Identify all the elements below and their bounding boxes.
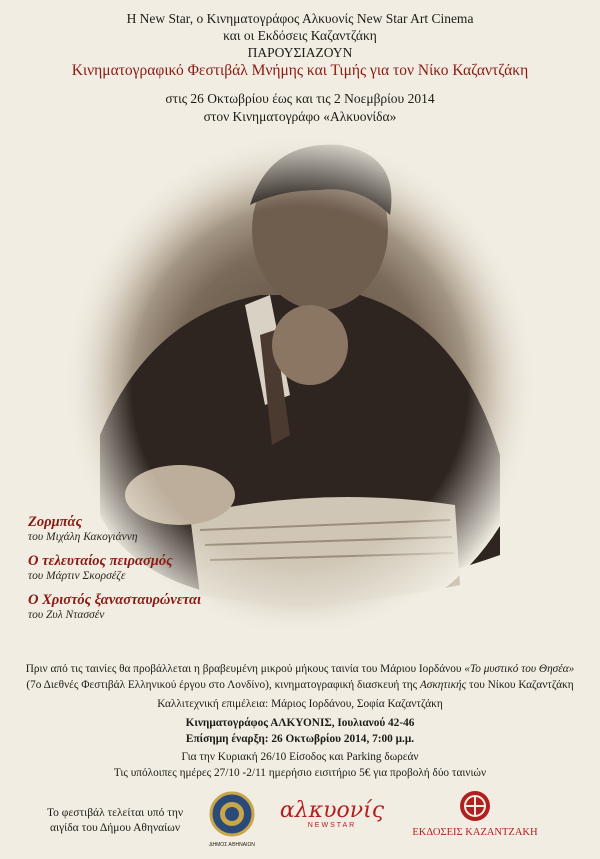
short-film-work: Ασκητικής xyxy=(419,679,467,691)
opening-line: Επίσημη έναρξη: 26 Οκτωβρίου 2014, 7:00 μ.μ. xyxy=(185,733,415,745)
presents-label: ΠΑΡΟΥΣΙΑΖΟΥΝ xyxy=(247,45,353,60)
sunday-free-line: Για την Κυριακή 26/10 Είσοδος και Parking δωρεάν xyxy=(181,751,419,763)
list-item xyxy=(28,592,288,622)
short-film-title: «Το μυστικό του Θησέα» xyxy=(464,663,575,675)
publisher-line: και οι Εκδόσεις Καζαντζάκη xyxy=(223,28,377,43)
short-film-line-2 xyxy=(0,678,600,694)
presenters-line: Η New Star, ο Κινηματογράφος Αλκυονίς New Star Art Cinema xyxy=(126,11,474,26)
film-title: Ο Χριστός ξανασταυρώνεται xyxy=(28,592,202,608)
publisher-name: ΕΚΔΟΣΕΙΣ ΚΑΖΑΝΤΖΑΚΗ xyxy=(412,827,538,838)
venue-address: Κινηματογράφος ΑΛΚΥΟΝΙΣ, Ιουλιανού 42-46 xyxy=(185,717,415,729)
film-list xyxy=(28,514,288,631)
list-item xyxy=(28,514,288,544)
short-film-line-1 xyxy=(0,662,600,678)
auspices-text xyxy=(30,806,200,836)
curation-line: Καλλιτεχνική επιμέλεια: Μάριος Ιορδάνου, Σοφία Καζαντζάκη xyxy=(157,698,443,710)
alkyonis-logo xyxy=(272,800,392,829)
festival-venue: στον Κινηματογράφο «Αλκυονίδα» xyxy=(203,109,397,124)
film-director: του Μάρτιν Σκορσέζε xyxy=(28,570,126,582)
festival-dates: στις 26 Οκτωβρίου έως και τις 2 Νοεμβρίου 2014 xyxy=(165,91,435,106)
short-film-award: (7ο Διεθνές Φεστιβάλ Ελληνικού έργου στο Λονδίνο), κινηματογραφική διασκευή της xyxy=(26,679,418,691)
kazantzaki-logo xyxy=(405,790,545,838)
publisher-emblem-icon xyxy=(459,790,491,822)
film-title: Ο τελευταίος πειρασμός xyxy=(28,553,173,569)
ticket-line: Τις υπόλοιπες ημέρες 27/10 -2/11 ημερήσιο εισιτήριο 5€ για προβολή δύο ταινιών xyxy=(113,767,487,779)
film-title: Ζορμπάς xyxy=(28,514,83,530)
festival-title: Κινηματογραφικό Φεστιβάλ Μνήμης και Τιμής για τον Νίκο Καζαντζάκη xyxy=(71,62,529,79)
auspices-line-2: αιγίδα του Δήμου Αθηναίων xyxy=(49,822,181,834)
film-director: του Ζυλ Ντασσέν xyxy=(28,609,105,621)
short-film-author: του Νίκου Καζαντζάκη xyxy=(469,679,574,691)
alkyonis-wordmark: αλκυονίς xyxy=(279,798,385,823)
seal-caption: ΔΗΜΟΣ ΑΘΗΝΑΙΩΝ xyxy=(209,842,255,848)
short-film-intro: Πριν από τις ταινίες θα προβάλλεται η βραβευμένη μικρού μήκους ταινία του Μάριου Ιορδάνου xyxy=(25,663,462,675)
newstar-caption: NEWSTAR xyxy=(307,822,357,829)
seal-icon xyxy=(209,791,255,837)
athens-seal-logo xyxy=(206,791,258,848)
film-director: του Μιχάλη Κακογιάννη xyxy=(28,531,138,543)
auspices-line-1: Το φεστιβάλ τελείται υπό την xyxy=(46,807,184,819)
list-item xyxy=(28,553,288,583)
